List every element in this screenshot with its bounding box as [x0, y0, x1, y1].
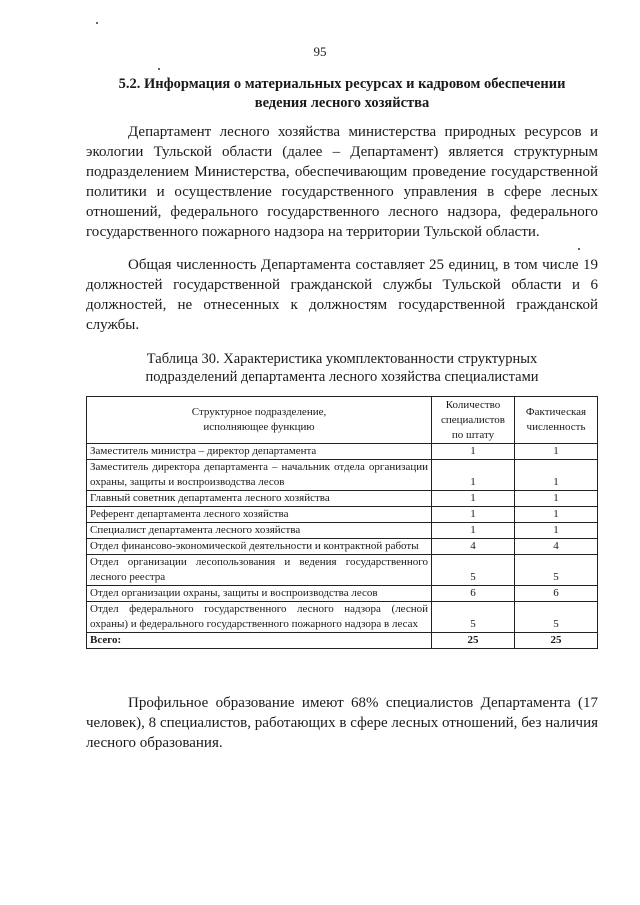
- table-caption-line-2: подразделений департамента лесного хозяйства специалистами: [145, 369, 539, 385]
- table-caption: [86, 350, 598, 386]
- row-planned: 5: [432, 555, 515, 586]
- row-planned: 1: [432, 444, 515, 460]
- header-planned-line-1: Количество: [445, 398, 501, 411]
- row-unit-name: Главный советник департамента лесного хозяйства: [87, 491, 432, 507]
- header-planned-line-2: специалистов: [440, 413, 506, 426]
- page-number: 95: [313, 44, 327, 59]
- paragraph-education: Профильное образование имеют 68% специалистов Департамента (17 человек), 8 специалистов, работающих в сфере лесных отношений, без наличия лесного образования.: [86, 695, 598, 751]
- header-planned-line-3: по штату: [451, 428, 495, 441]
- row-planned: 4: [432, 539, 515, 555]
- row-actual: 1: [515, 523, 598, 539]
- header-unit: [87, 397, 432, 444]
- section-heading-line-1: 5.2. Информация о материальных ресурсах и кадровом обеспечении: [118, 76, 566, 92]
- table-row: [87, 602, 598, 633]
- header-actual: [515, 397, 598, 444]
- row-planned: 6: [432, 586, 515, 602]
- section-heading: [86, 75, 598, 113]
- table-total-row: [87, 633, 598, 649]
- table-row: [87, 555, 598, 586]
- row-unit-name: Референт департамента лесного хозяйства: [87, 507, 432, 523]
- row-actual: 5: [515, 555, 598, 586]
- total-planned: 25: [432, 633, 515, 649]
- header-unit-line-1: Структурное подразделение,: [191, 406, 327, 418]
- row-unit-name: Отдел федерального государственного лесного надзора (лесной охраны) и федерального государственного пожарного надзора в лесах: [87, 602, 432, 633]
- row-planned: 1: [432, 523, 515, 539]
- table-row: [87, 586, 598, 602]
- row-actual: 1: [515, 507, 598, 523]
- table-row: [87, 523, 598, 539]
- staffing-table: [86, 396, 598, 649]
- row-planned: 5: [432, 602, 515, 633]
- row-unit-name: Заместитель директора департамента – начальник отдела организации охраны, защиты и воспроизводства лесов: [87, 460, 432, 491]
- total-label: Всего:: [87, 633, 432, 649]
- table-caption-line-1: Таблица 30. Характеристика укомплектованности структурных: [146, 351, 538, 367]
- table-row: [87, 507, 598, 523]
- header-actual-line-2: численность: [526, 421, 586, 433]
- row-unit-name: Отдел финансово-экономической деятельности и контрактной работы: [87, 539, 432, 555]
- row-unit-name: Заместитель министра – директор департамента: [87, 444, 432, 460]
- row-planned: 1: [432, 460, 515, 491]
- header-actual-line-1: Фактическая: [525, 406, 587, 418]
- scan-speck: [578, 248, 580, 250]
- section-heading-line-2: ведения лесного хозяйства: [254, 95, 430, 111]
- row-actual: 1: [515, 460, 598, 491]
- scan-speck: [158, 68, 160, 70]
- row-actual: 1: [515, 491, 598, 507]
- table-row: [87, 444, 598, 460]
- total-actual: 25: [515, 633, 598, 649]
- table-row: [87, 491, 598, 507]
- paragraph-department-description: Департамент лесного хозяйства министерства природных ресурсов и экологии Тульской области (далее – Департамент) является структурным подразделением Министерства, обеспечивающим проведение государственной политики и осуществление государственного управления в сфере лесных отношений, федерального государственного лесного надзора, федерального государственного пожарного надзора на территории Тульской области.: [86, 124, 598, 240]
- row-actual: 1: [515, 444, 598, 460]
- header-unit-line-2: исполняющее функцию: [203, 421, 315, 433]
- row-planned: 1: [432, 507, 515, 523]
- table-header-row: [87, 397, 598, 444]
- row-unit-name: Отдел организации лесопользования и ведения государственного лесного реестра: [87, 555, 432, 586]
- table-row: [87, 460, 598, 491]
- scan-speck: [96, 22, 98, 24]
- header-planned: [432, 397, 515, 444]
- paragraph-staff-count: Общая численность Департамента составляет 25 единиц, в том числе 19 должностей государственной гражданской службы Тульской области и 6 должностей, не отнесенных к должностям государственной гражданской службы.: [86, 257, 598, 333]
- row-actual: 4: [515, 539, 598, 555]
- row-unit-name: Специалист департамента лесного хозяйства: [87, 523, 432, 539]
- row-actual: 5: [515, 602, 598, 633]
- row-unit-name: Отдел организации охраны, защиты и воспроизводства лесов: [87, 586, 432, 602]
- row-planned: 1: [432, 491, 515, 507]
- table-row: [87, 539, 598, 555]
- row-actual: 6: [515, 586, 598, 602]
